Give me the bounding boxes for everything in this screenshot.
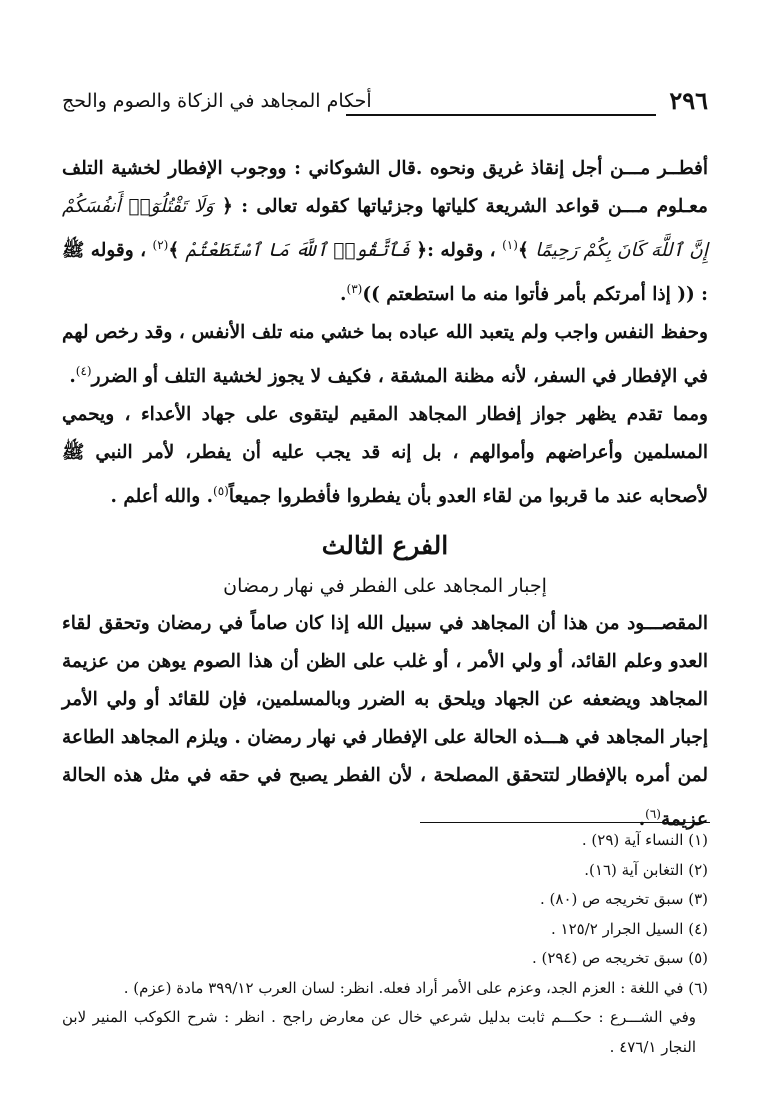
p4-end: . — [638, 808, 646, 830]
p1-text-3: ، وقوله :﴿ — [416, 240, 496, 262]
footnote-ref-1: (١) — [502, 238, 518, 252]
p1-text-6: . — [340, 284, 347, 306]
p1-text-5: ، وقوله ﷺ : (( إذا أمرتكم بأمر فأتوا منه ما استطعتم )) — [61, 240, 708, 306]
footnote-ref-4: (٤) — [75, 364, 92, 379]
page-header — [62, 86, 708, 126]
footnote-ref-5: (٥) — [213, 484, 229, 499]
p1-text-4: ﴾ — [168, 240, 180, 262]
footnote-ref-2: (٢) — [152, 238, 169, 252]
header-rule — [346, 114, 656, 116]
section-subtitle: إجبار المجاهد على الفطر في نهار رمضان — [223, 574, 547, 597]
p1-text-1: أفطــر مـــن أجل إنقاذ غريق ونحوه .قال الشوكاني : ووجوب الإفطار لخشية التلف معـلوم مـــن قواعد الشريعة كلياتها وجزئياتها كقوله تعالى : ﴿ — [62, 158, 708, 217]
section-title: الفرع الثالث — [321, 530, 449, 560]
p2-text: وحفظ النفس واجب ولم يتعبد الله عباده بما خشي منه تلف الأنفس ، وقد رخص لهم في الإفطار في السفر، لأنه مظنة المشقة ، فكيف لا يجوز لخشية التلف أو الضرر — [62, 322, 708, 388]
main-text — [62, 150, 708, 839]
footnote-6: (٦) في اللغة : العزم الجد، وعزم على الأمر أراد فعله. انظر: لسان العرب ٣٩٩/١٢ مادة (عزم) . — [123, 978, 708, 997]
p1-text-2: ﴾ — [517, 240, 529, 262]
p3-end: . والله أعلم . — [110, 486, 214, 508]
running-title: أحكام المجاهد في الزكاة والصوم والحج — [62, 90, 372, 112]
paragraph-1 — [62, 150, 708, 314]
footnote-1: (١) النساء آية (٢٩) . — [581, 831, 708, 849]
footnote-5: (٥) سبق تخريجه ص (٢٩٤) . — [531, 949, 708, 967]
p3-text: ومما تقدم يظهر جواز إفطار المجاهد المقيم ليتقوى على جهاد الأعداء ، ويحمي المسلمين وأعراضهم وأموالهم ، بل إنه قد يجب عليه أن يفطر، لأمر النبي ﷺ لأصحابه عند ما قربوا من لقاء العدو بأن يفطروا فأفطروا جميعاً — [62, 404, 708, 508]
quran-verse-1: وَلَا تَقْتُلُوٓا۟ أَنفُسَكُمْ إِنَّ ٱللَّهَ كَانَ بِكُمْ رَحِيمًا — [62, 196, 708, 262]
footnote-2: (٢) التغابن آية (١٦). — [584, 860, 708, 879]
footnote-rule — [420, 822, 710, 823]
footnote-6-continued: وفي الشـــرع : حكـــم ثابت بدليل شرعي خال عن معارض راجح . انظر : شرح الكوكب المنير لابن النجار ٤٧٦/١ . — [62, 1008, 696, 1056]
paragraph-3 — [62, 396, 708, 516]
footnote-3: (٣) سبق تخريجه ص (٨٠) . — [540, 890, 708, 908]
paragraph-4 — [62, 605, 708, 839]
quran-verse-2: فَٱتَّقُوا۟ ٱللَّهَ مَا ٱسْتَطَعْتُمْ — [185, 240, 410, 262]
footnote-4: (٤) السيل الجرار ١٢٥/٢ . — [550, 919, 708, 938]
p2-end: . — [69, 366, 76, 388]
footnotes — [62, 826, 708, 1062]
footnote-ref-6: (٦) — [645, 806, 661, 821]
footnote-ref-3: (٣) — [346, 282, 363, 297]
page-number: ٢٩٦ — [669, 86, 708, 115]
paragraph-2 — [62, 314, 708, 396]
p4-text: المقصـــود من هذا أن المجاهد في سبيل الله إذا كان صاماً في رمضان وتحقق لقاء العدو وعلم القائد، أو ولي الأمر ، أو غلب على الظن أن هذا الصوم يوهن من عزيمة المجاهد ويضعفه عن الجهاد ويلحق به الضرر وبالمسلمين، فإن للقائد أو ولي الأمر إجبار المجاهد في هـــذه الحالة على الإفطار في نهار رمضان . ويلزم المجاهد الطاعة لمن أمره بالإفطار لتتحقق المصلحة ، لأن الفطر يصبح في حقه في مثل هذه الحالة عزيمة — [62, 612, 708, 830]
